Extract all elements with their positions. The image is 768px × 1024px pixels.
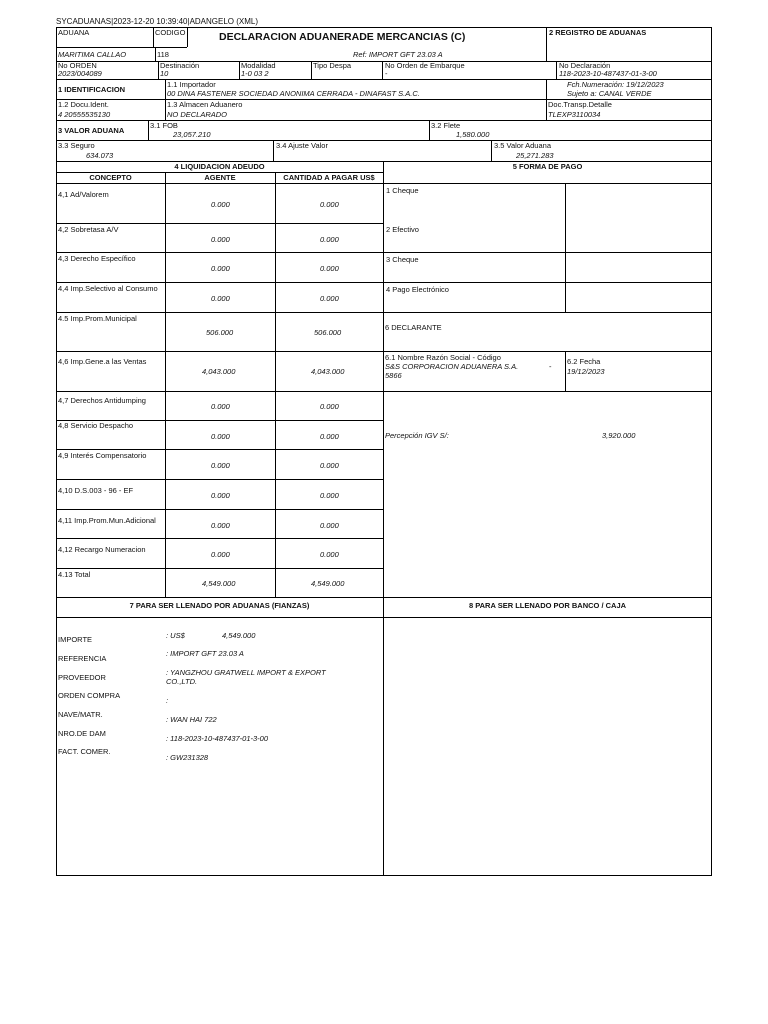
cantidad-cell: 0.000 bbox=[320, 235, 339, 244]
modalidad-value: 1-0 03 2 bbox=[241, 69, 269, 78]
docu-ident-label: 1.2 Docu.Ident. bbox=[58, 100, 109, 109]
valor-aduana-label: 3 VALOR ADUANA bbox=[58, 126, 125, 135]
nro-dam-value: : 118-2023-10-487437-01-3-00 bbox=[166, 734, 269, 743]
agente-cell: 0.000 bbox=[211, 461, 230, 470]
cantidad-cell: 506.000 bbox=[314, 328, 342, 337]
agente-cell: 0.000 bbox=[211, 402, 230, 411]
concepto-cell: 4,4 Imp.Selectivo al Consumo bbox=[58, 284, 158, 293]
proveedor-value-1: : YANGZHOU GRATWELL IMPORT & EXPORT bbox=[166, 668, 326, 677]
forma-pago-label: 5 FORMA DE PAGO bbox=[512, 162, 583, 171]
agente-cell: 0.000 bbox=[211, 550, 230, 559]
concepto-cell: 4.13 Total bbox=[58, 570, 91, 579]
fecha-value: 19/12/2023 bbox=[567, 367, 605, 376]
concepto-header: CONCEPTO bbox=[89, 173, 132, 182]
fob-value: 23,057.210 bbox=[173, 130, 211, 139]
importe-value: 4,549.000 bbox=[222, 631, 256, 640]
importe-label: IMPORTE bbox=[58, 635, 93, 644]
page-title: DECLARACION ADUANERADE MERCANCIAS (C) bbox=[219, 31, 466, 43]
percepcion-value: 3,920.000 bbox=[602, 431, 636, 440]
registro-label: 2 REGISTRO DE ADUANAS bbox=[549, 28, 647, 37]
cantidad-cell: 0.000 bbox=[320, 264, 339, 273]
embarque-label: No Orden de Embarque bbox=[385, 61, 465, 70]
cantidad-cell: 0.000 bbox=[320, 491, 339, 500]
nave-value: : WAN HAI 722 bbox=[166, 715, 217, 724]
referencia-value: : IMPORT GFT 23.03 A bbox=[166, 649, 244, 658]
concepto-cell: 4,1 Ad/Valorem bbox=[58, 190, 109, 199]
agente-cell: 0.000 bbox=[211, 264, 230, 273]
agente-cell: 0.000 bbox=[211, 432, 230, 441]
cantidad-cell: 0.000 bbox=[320, 432, 339, 441]
almacen-label: 1.3 Almacen Aduanero bbox=[167, 100, 243, 109]
cantidad-cell: 0.000 bbox=[320, 461, 339, 470]
razon-social-label: 6.1 Nombre Razón Social - Código bbox=[385, 353, 501, 362]
cantidad-cell: 0.000 bbox=[320, 200, 339, 209]
agente-cell: 0.000 bbox=[211, 294, 230, 303]
fecha-label: 6.2 Fecha bbox=[567, 357, 601, 366]
proveedor-value-2: CO.,LTD. bbox=[166, 677, 198, 686]
declaracion-label: No Declaración bbox=[559, 61, 611, 70]
percepcion-label: Percepción IGV S/: bbox=[385, 431, 449, 440]
concepto-cell: 4,3 Derecho Específico bbox=[58, 254, 136, 263]
concepto-cell: 4,11 Imp.Prom.Mun.Adicional bbox=[58, 516, 156, 525]
agente-cell: 0.000 bbox=[211, 521, 230, 530]
cantidad-cell: 0.000 bbox=[320, 402, 339, 411]
embarque-value: - bbox=[385, 69, 388, 78]
cantidad-cell: 0.000 bbox=[320, 521, 339, 530]
flete-value: 1,580.000 bbox=[456, 130, 490, 139]
fact-comer-label: FACT. COMER. bbox=[58, 747, 111, 756]
cantidad-cell: 0.000 bbox=[320, 294, 339, 303]
banco-caja-label: 8 PARA SER LLENADO POR BANCO / CAJA bbox=[468, 601, 627, 610]
agente-cell: 0.000 bbox=[211, 235, 230, 244]
sujeto: Sujeto a: CANAL VERDE bbox=[567, 89, 652, 98]
identificacion-label: 1 IDENTIFICACION bbox=[58, 85, 126, 94]
almacen-value: NO DECLARADO bbox=[167, 110, 228, 119]
referencia-label: REFERENCIA bbox=[58, 654, 107, 663]
flete-label: 3.2 Flete bbox=[431, 121, 461, 130]
agente-cell: 506.000 bbox=[206, 328, 234, 337]
codigo-value: 118 bbox=[157, 50, 169, 59]
cheque-1-label: 1 Cheque bbox=[386, 186, 419, 195]
importador-value: 00 DINA FASTENER SOCIEDAD ANONIMA CERRADA - DINAFAST S.A.C. bbox=[167, 89, 420, 98]
concepto-cell: 4,9 Interés Compensatorio bbox=[58, 451, 147, 460]
destinacion-label: Destinación bbox=[160, 61, 200, 70]
valor-aduana-total-label: 3.5 Valor Aduana bbox=[494, 141, 551, 150]
fob-label: 3.1 FOB bbox=[150, 121, 178, 130]
cantidad-cell: 0.000 bbox=[320, 550, 339, 559]
concepto-cell: 4,7 Derechos Antidumping bbox=[58, 396, 146, 405]
concepto-cell: 4,10 D.S.003 - 96 - EF bbox=[58, 486, 134, 495]
orden-compra-value: : bbox=[166, 696, 169, 705]
agente-cell: 4,043.000 bbox=[202, 367, 236, 376]
razon-social-value: S&S CORPORACION ADUANERA S.A. bbox=[385, 362, 519, 371]
orden-value: 2023/004089 bbox=[58, 69, 102, 78]
agente-cell: 0.000 bbox=[211, 200, 230, 209]
liquidacion-label: 4 LIQUIDACION ADEUDO bbox=[174, 162, 265, 171]
concepto-cell: 4.5 Imp.Prom.Municipal bbox=[58, 314, 137, 323]
codigo-label: CODIGO bbox=[155, 28, 186, 37]
proveedor-label: PROVEEDOR bbox=[58, 673, 106, 682]
cantidad-cell: 4,549.000 bbox=[311, 579, 345, 588]
modalidad-label: Modalidad bbox=[241, 61, 276, 70]
cantidad-cell: 4,043.000 bbox=[311, 367, 345, 376]
razon-social-dash: - bbox=[549, 362, 552, 371]
declarante-label: 6 DECLARANTE bbox=[385, 323, 442, 332]
transp-value: TLEXP3110034 bbox=[548, 110, 601, 119]
concepto-cell: 4,2 Sobretasa A/V bbox=[58, 225, 119, 234]
declaracion-value: 118-2023-10-487437-01-3-00 bbox=[559, 69, 657, 78]
valor-aduana-total-value: 25,271.283 bbox=[516, 151, 554, 160]
pago-electronico-label: 4 Pago Electrónico bbox=[386, 285, 449, 294]
importe-currency: : US$ bbox=[166, 631, 185, 640]
importador-label: 1.1 Importador bbox=[167, 80, 216, 89]
razon-social-code: 5866 bbox=[385, 371, 402, 380]
orden-compra-label: ORDEN COMPRA bbox=[58, 691, 121, 700]
aduana-value: MARITIMA CALLAO bbox=[58, 50, 127, 59]
nro-dam-label: NRO.DE DAM bbox=[58, 729, 106, 738]
cheque-3-label: 3 Cheque bbox=[386, 255, 419, 264]
nave-label: NAVE/MATR. bbox=[58, 710, 103, 719]
agente-cell: 4,549.000 bbox=[202, 579, 236, 588]
seguro-label: 3.3 Seguro bbox=[58, 141, 95, 150]
efectivo-label: 2 Efectivo bbox=[386, 225, 419, 234]
docu-ident-value: 4 20555535130 bbox=[58, 110, 111, 119]
cantidad-header: CANTIDAD A PAGAR US$ bbox=[283, 173, 375, 182]
reference: Ref: IMPORT GFT 23.03 A bbox=[353, 50, 443, 59]
transp-label: Doc.Transp.Detalle bbox=[548, 100, 612, 109]
concepto-cell: 4,12 Recargo Numeracion bbox=[58, 545, 146, 554]
fecha-numeracion: Fch.Numeración: 19/12/2023 bbox=[567, 80, 664, 89]
concepto-cell: 4,6 Imp.Gene.a las Ventas bbox=[58, 357, 147, 366]
concepto-cell: 4,8 Servicio Despacho bbox=[58, 421, 134, 430]
agente-cell: 0.000 bbox=[211, 491, 230, 500]
agente-header: AGENTE bbox=[204, 173, 236, 182]
ajuste-label: 3.4 Ajuste Valor bbox=[276, 141, 328, 150]
aduana-label: ADUANA bbox=[58, 28, 90, 37]
seguro-value: 634.073 bbox=[86, 151, 114, 160]
tipo-despa-label: Tipo Despa bbox=[313, 61, 352, 70]
system-line: SYCADUANAS|2023-12-20 10:39:40|ADANGELO (XML) bbox=[56, 17, 259, 26]
fianzas-label: 7 PARA SER LLENADO POR ADUANAS (FIANZAS) bbox=[129, 601, 310, 610]
destinacion-value: 10 bbox=[160, 69, 169, 78]
orden-label: No ORDEN bbox=[58, 61, 97, 70]
fact-comer-value: : GW231328 bbox=[166, 753, 209, 762]
